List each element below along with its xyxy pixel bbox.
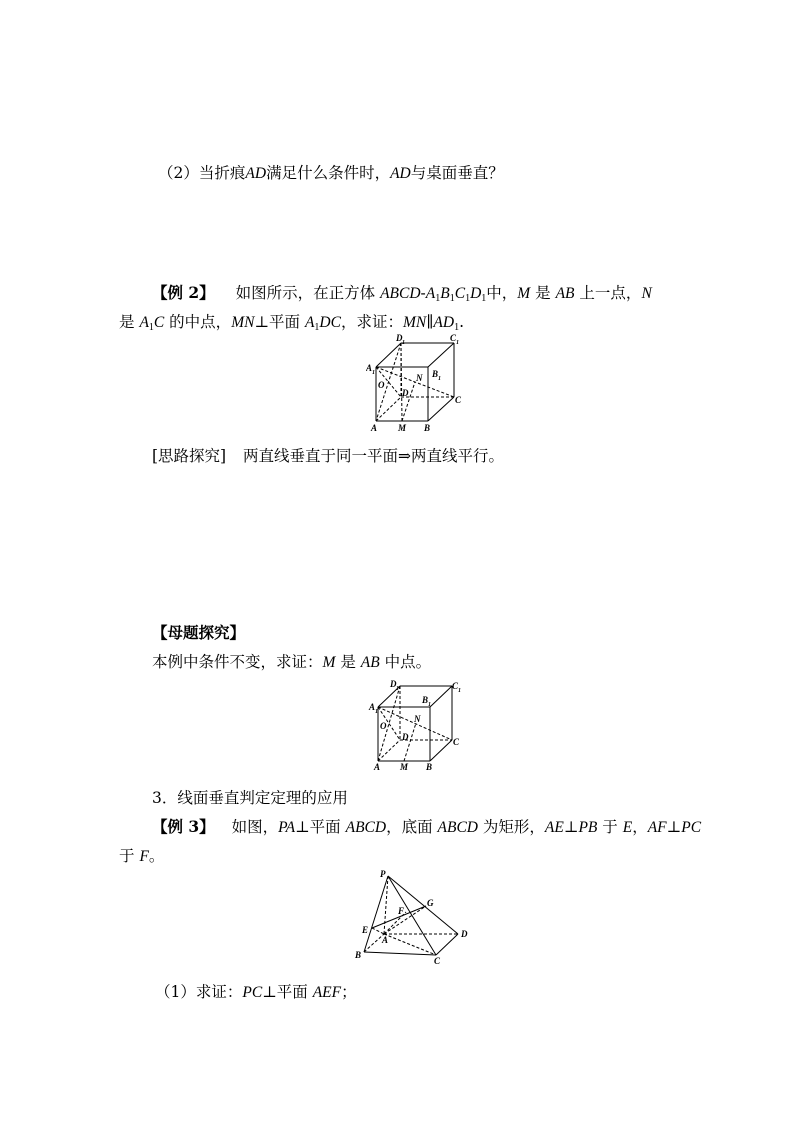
label-b: B	[355, 950, 362, 960]
ex3-abcd-1: ABCD	[345, 819, 387, 836]
edge-b-c	[430, 740, 452, 761]
section-3-title-text: 3．线面垂直判定定理的应用	[152, 789, 348, 807]
ex3-perp-1: ⊥	[563, 818, 579, 836]
q2-number: （2）	[158, 164, 199, 182]
label-a: A	[371, 423, 378, 433]
ex2-b: B	[440, 285, 450, 302]
label-o: O	[380, 721, 387, 731]
ex2-l2-c: C	[153, 314, 165, 331]
q31-number: （1）	[155, 983, 196, 1001]
q2-ad-1: AD	[245, 165, 267, 182]
label-d1-sub: 1	[396, 686, 399, 692]
ex3-e: E	[622, 819, 633, 836]
ex2-sub-ad: 1	[454, 322, 460, 333]
ex2-dash: -	[420, 284, 426, 302]
example-2-tag: 【例 2】	[152, 283, 215, 302]
label-c1-sub: 1	[456, 340, 459, 346]
label-c1: C	[450, 333, 457, 343]
mother-text-3: 中点。	[379, 653, 432, 671]
q2-text-2: 满足什么条件时，	[266, 164, 391, 182]
mother-problem-text	[152, 652, 431, 673]
edge-b1-c1	[428, 343, 454, 367]
ex3-text-1: 如图，	[231, 818, 279, 836]
ex2-a: A	[425, 285, 436, 302]
mother-tag: 【母题探究】	[152, 623, 246, 642]
label-c1-sub: 1	[458, 688, 461, 694]
mother-m: M	[322, 654, 336, 671]
ex3-l2-text-2: 。	[148, 847, 165, 865]
label-b1-sub: 1	[438, 376, 441, 382]
label-c1: C	[452, 681, 459, 691]
diag-a-c	[384, 934, 436, 955]
ex2-l2-sub-a: 1	[148, 322, 154, 333]
question-2	[158, 163, 504, 184]
ex2-perp: ⊥平面	[254, 313, 305, 331]
label-d: D	[402, 732, 409, 742]
label-m: M	[398, 423, 407, 433]
label-d1: D	[390, 679, 397, 689]
line-m-n	[404, 723, 416, 761]
ex3-text-3: ，底面	[386, 818, 438, 836]
ex3-text-4: 为矩形，	[477, 818, 545, 836]
example-2-line-1	[152, 283, 652, 309]
label-n: N	[414, 714, 421, 724]
label-f: F	[398, 906, 405, 916]
ex2-text-1: 如图所示，在正方体	[235, 284, 381, 302]
ex2-ad: AD	[433, 314, 455, 331]
ex2-d: D	[470, 285, 482, 302]
cube-figure-1	[366, 333, 496, 433]
label-c: C	[453, 737, 460, 747]
ex2-ab: AB	[555, 285, 575, 302]
label-c: C	[434, 956, 441, 966]
label-g: G	[427, 898, 434, 908]
ex2-text-2: 中，	[486, 284, 518, 302]
ex3-perp-2: ⊥	[666, 818, 682, 836]
ex2-text-3: 是	[530, 284, 556, 302]
edge-p-a	[384, 876, 388, 934]
line-d1-m	[401, 343, 402, 421]
mother-text-2: 是	[335, 653, 361, 671]
ex2-parallel: ∥	[426, 313, 434, 331]
ex2-text-4: 上一点，	[574, 284, 642, 302]
label-b: B	[426, 762, 433, 772]
ex3-l2-text-1: 于	[119, 847, 140, 865]
edge-a-d	[376, 397, 401, 421]
ex2-l2-sub-a2: 1	[314, 322, 320, 333]
ex3-yu: 于	[597, 818, 623, 836]
edge-b1-c1	[430, 686, 452, 707]
label-n: N	[416, 373, 423, 383]
label-c: C	[455, 395, 462, 405]
q31-text-2: ⊥平面	[262, 983, 313, 1001]
thinking-exploration	[152, 446, 504, 466]
label-a1: A	[366, 363, 373, 373]
label-d: D	[402, 388, 409, 398]
label-a1-sub: 1	[372, 370, 375, 376]
label-b: B	[424, 423, 431, 433]
edge-b-c	[428, 397, 454, 421]
edge-b-c	[364, 952, 436, 955]
ex2-l2-a: A	[139, 314, 149, 331]
q31-text-1: 求证：	[195, 983, 243, 1001]
edge-p-c	[388, 876, 436, 955]
ex2-l2-text-2: 的中点，	[164, 313, 232, 331]
edge-c-d	[436, 934, 458, 955]
ex2-period: .	[459, 313, 465, 331]
ex3-text-2: ⊥平面	[295, 818, 346, 836]
label-p: P	[380, 869, 386, 879]
section-3-title	[152, 788, 348, 808]
q2-ad-2: AD	[390, 165, 411, 182]
ex3-pb: PB	[578, 819, 598, 836]
ex3-comma: ，	[632, 818, 648, 836]
ex3-ae: AE	[544, 819, 564, 836]
line-a-g	[384, 906, 426, 934]
mother-problem-heading	[152, 623, 245, 643]
q31-pc: PC	[242, 984, 263, 1001]
label-b1: B	[422, 695, 429, 705]
label-d1: D	[396, 333, 403, 343]
label-a: A	[374, 762, 381, 772]
question-3-1	[155, 982, 357, 1003]
ex2-n: N	[641, 285, 652, 302]
q2-text-3: 与桌面垂直？	[410, 164, 504, 182]
ex2-l2-text-3: ，求证：	[340, 313, 403, 331]
example-3-line-1	[152, 817, 701, 838]
ex2-m: M	[517, 285, 531, 302]
ex2-c: C	[454, 285, 466, 302]
label-b1-sub: 1	[428, 702, 431, 708]
example-3-tag: 【例 3】	[152, 817, 215, 836]
mother-text-1: 本例中条件不变，求证：	[152, 653, 323, 671]
thinking-text: 两直线垂直于同一平面⇒两直线平行。	[243, 447, 505, 465]
q31-aef: AEF	[312, 984, 342, 1001]
mother-ab: AB	[360, 654, 380, 671]
pyramid-figure	[350, 868, 480, 968]
ex2-sub-a: 1	[435, 293, 441, 304]
label-a1-sub: 1	[375, 709, 378, 715]
ex3-abcd-2: ABCD	[437, 819, 478, 836]
ex2-mn: MN	[231, 314, 255, 331]
q2-text-1: 当折痕	[198, 164, 246, 182]
ex2-sub-b: 1	[449, 293, 455, 304]
ex3-af: AF	[647, 819, 667, 836]
label-b1: B	[432, 369, 439, 379]
ex2-l2-a2: A	[304, 314, 315, 331]
label-m: M	[400, 762, 409, 772]
label-d1-sub: 1	[402, 340, 405, 346]
cube-figure-2	[366, 677, 496, 777]
thinking-tag: [思路探究]	[152, 447, 227, 465]
ex3-f: F	[139, 848, 149, 865]
edge-p-d	[388, 876, 458, 934]
label-e: E	[362, 925, 369, 935]
label-o: O	[378, 380, 385, 390]
ex2-sub-c: 1	[465, 293, 471, 304]
ex2-sub-d: 1	[481, 293, 487, 304]
ex2-l2-text-1: 是	[119, 313, 140, 331]
label-a: A	[382, 935, 389, 945]
ex3-pc: PC	[681, 819, 702, 836]
line-e-a	[372, 928, 384, 934]
label-a1: A	[369, 702, 376, 712]
example-3-line-2	[119, 846, 164, 867]
ex2-cube: ABCD	[380, 285, 421, 302]
ex2-dc: DC	[319, 314, 341, 331]
ex2-mn-2: MN	[402, 314, 427, 331]
q31-text-3: ；	[341, 983, 357, 1001]
label-d: D	[461, 929, 468, 939]
ex3-pa: PA	[278, 819, 296, 836]
